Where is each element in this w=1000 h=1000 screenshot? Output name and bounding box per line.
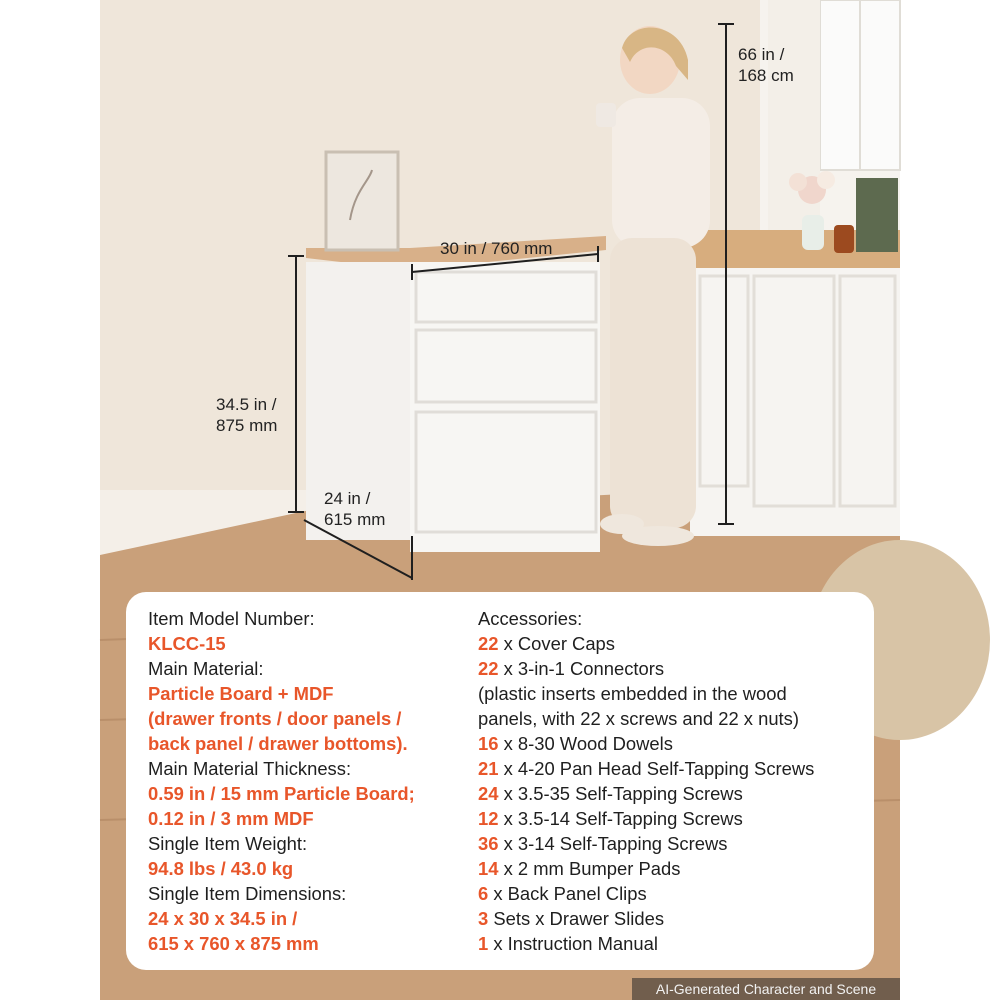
width-dimension-label: 30 in / 760 mm (440, 239, 553, 258)
accessory-quantity: 3 (478, 908, 489, 929)
accessory-text: (plastic inserts embedded in the wood (478, 683, 787, 704)
accessory-quantity: 36 (478, 833, 499, 854)
accessory-text: x Cover Caps (498, 633, 615, 654)
accessory-item (478, 706, 814, 731)
accessory-text: x Back Panel Clips (488, 883, 647, 904)
accessory-item (478, 931, 814, 956)
ai-generated-notice: AI-Generated Character and Scene (632, 978, 900, 1000)
model-value: KLCC-15 (148, 633, 226, 654)
material-value: Particle Board + MDF (148, 683, 334, 704)
woman-pants (610, 238, 696, 528)
accessory-item (478, 906, 814, 931)
thickness-value: 0.59 in / 15 mm Particle Board; (148, 783, 415, 804)
accessory-text: Sets x Drawer Slides (488, 908, 665, 929)
weight-value: 94.8 lbs / 43.0 kg (148, 858, 294, 879)
material-value: (drawer fronts / door panels / (148, 708, 402, 729)
accessory-quantity: 6 (478, 883, 489, 904)
accessory-item (478, 756, 814, 781)
spec-panel (126, 592, 874, 970)
accessory-quantity: 21 (478, 758, 499, 779)
cabinet-front (410, 262, 600, 552)
thickness-label: Main Material Thickness: (148, 758, 352, 779)
books (856, 178, 898, 252)
accessory-item (478, 681, 814, 706)
dimensions-label: Single Item Dimensions: (148, 883, 347, 904)
cabinet-height-dimension-label: 34.5 in / 875 mm (216, 395, 278, 435)
accessory-text: x 3.5-35 Self-Tapping Screws (498, 783, 743, 804)
vase (802, 215, 824, 250)
accessory-item (478, 806, 814, 831)
accessories-label: Accessories: (478, 608, 583, 629)
accessory-quantity: 1 (478, 933, 489, 954)
accessory-quantity: 12 (478, 808, 499, 829)
accessory-quantity: 22 (478, 658, 499, 679)
specs-column (148, 606, 415, 956)
height-dimension-label: 66 in / 168 cm (738, 45, 794, 85)
accessory-item (478, 731, 814, 756)
weight-label: Single Item Weight: (148, 833, 308, 854)
accessory-quantity: 24 (478, 783, 499, 804)
mug (596, 103, 616, 127)
material-value: back panel / drawer bottoms). (148, 733, 408, 754)
accessory-text: x Instruction Manual (488, 933, 658, 954)
model-label: Item Model Number: (148, 608, 315, 629)
accessories-column (478, 606, 814, 956)
accessories-list (478, 631, 814, 956)
accessory-text: x 4-20 Pan Head Self-Tapping Screws (498, 758, 815, 779)
accessory-text: x 3-in-1 Connectors (498, 658, 665, 679)
thickness-value: 0.12 in / 3 mm MDF (148, 808, 314, 829)
dimensions-value: 615 x 760 x 875 mm (148, 933, 319, 954)
diffuser (834, 225, 854, 253)
accessory-text: x 3.5-14 Self-Tapping Screws (498, 808, 743, 829)
accessory-item (478, 831, 814, 856)
accessory-item (478, 781, 814, 806)
material-label: Main Material: (148, 658, 264, 679)
accessory-text: x 8-30 Wood Dowels (498, 733, 673, 754)
accessory-item (478, 631, 814, 656)
dimensions-value: 24 x 30 x 34.5 in / (148, 908, 298, 929)
accessory-quantity: 16 (478, 733, 499, 754)
accessory-text: x 2 mm Bumper Pads (498, 858, 681, 879)
accessory-quantity: 22 (478, 633, 499, 654)
woman-top (612, 98, 710, 248)
accessory-item (478, 656, 814, 681)
accessory-item (478, 856, 814, 881)
right-cabinet (690, 268, 900, 536)
accessory-text: panels, with 22 x screws and 22 x nuts) (478, 708, 799, 729)
picture-frame (326, 152, 398, 250)
accessory-item (478, 881, 814, 906)
accessory-text: x 3-14 Self-Tapping Screws (498, 833, 728, 854)
depth-dimension-label: 24 in / 615 mm (324, 489, 386, 529)
accessory-quantity: 14 (478, 858, 499, 879)
curtain (768, 0, 820, 240)
